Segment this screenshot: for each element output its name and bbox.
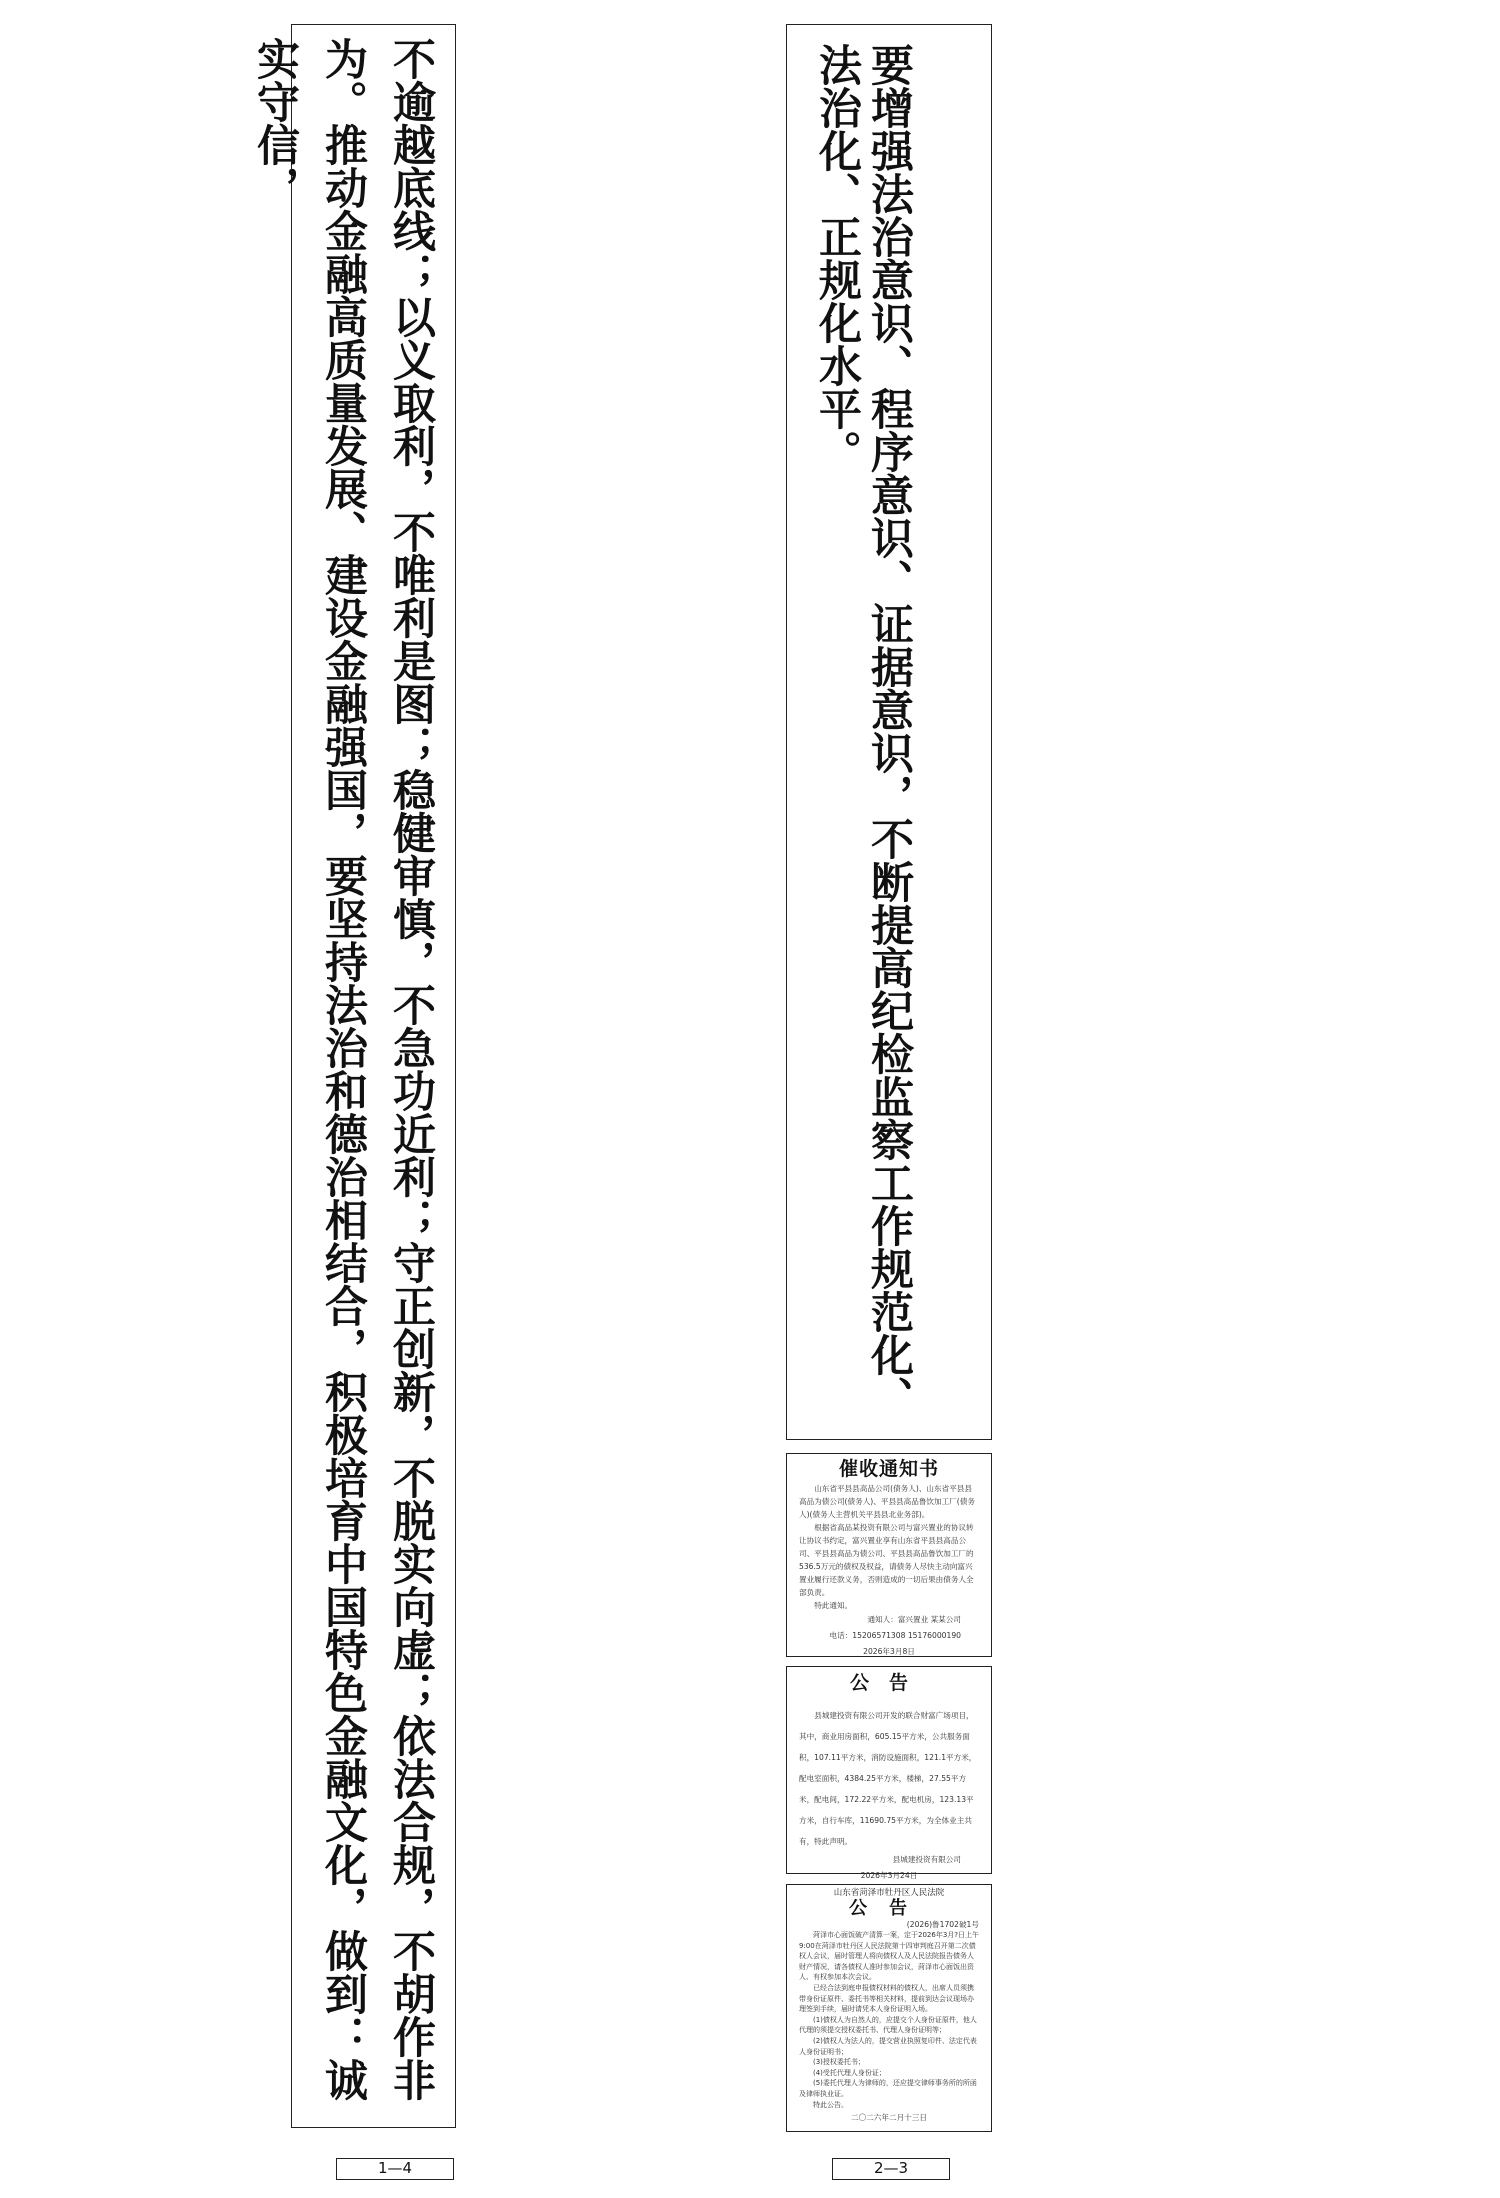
court-notice-paragraph: (4)受托代理人身份证； bbox=[813, 2068, 886, 2077]
announcement-date: 2026年3月24日 bbox=[860, 1871, 918, 1880]
collection-notice-paragraph: 特此通知。 bbox=[814, 1601, 853, 1610]
right-slogan-panel bbox=[786, 24, 992, 1440]
court-notice-paragraph: (5)委托代理人为律师的，还应提交律师事务所的所函及律师执业证。 bbox=[799, 2079, 977, 2098]
announcement-notice bbox=[786, 1666, 992, 1880]
collection-notice-date: 2026年3月8日 bbox=[863, 1647, 915, 1656]
court-notice-title: 公告 bbox=[849, 1898, 929, 1919]
announcement-title: 公告 bbox=[849, 1672, 928, 1694]
page-label-left: 1—4 bbox=[336, 2158, 454, 2180]
collection-notice-title: 催收通知书 bbox=[838, 1458, 939, 1480]
left-slogan-panel bbox=[250, 24, 456, 2128]
left-slogan-text: 不逾越底线；以义取利，不唯利是图；稳健审慎，不急功近利；守正创新，不脱实向虚；依法合规，不胡作非为。推动金融高质量发展、建设金融强国，要坚持法治和德治相结合，积极培育中国特色金融文化，做到：诚实守信， bbox=[250, 37, 436, 2101]
collection-notice-phone: 电话：15206571308 15176000190 bbox=[829, 1631, 961, 1640]
court-notice-paragraph: 特此公告。 bbox=[813, 2100, 848, 2109]
collection-notice-paragraph: 根据省高品某投资有限公司与富兴置业的协议转让协议书约定，富兴置业享有山东省平县县高品公司、平县县高品为债公司、平县县高品鲁饮加工厂的536.5万元的债权及权益，请债务人尽快主动向富兴置业履行还款义务，否则造成的一切后果由债务人全部负责。 bbox=[799, 1523, 974, 1597]
collection-notice-body bbox=[787, 1482, 991, 1612]
court-case-number: (2026)鲁1702破1号 bbox=[906, 1920, 979, 1929]
court-notice-paragraph: (1)债权人为自然人的，应提交个人身份证原件，他人代理的须提交授权委托书、代理人身份证明等； bbox=[799, 2015, 977, 2035]
court-notice-paragraph: 菏泽市心面饭破产清算一案，定于2026年3月?日上午9:00在菏泽市牡丹区人民法院第十四审判庭召开第二次债权人会议，届时管理人将向债权人及人民法院报告债务人财产情况，请各债权人准时参加会议，菏泽市心面饭出资人、有权参加本次会议。 bbox=[799, 1931, 979, 1982]
court-notice-paragraph: (3)授权委托书； bbox=[813, 2058, 865, 2067]
collection-notice-paragraph: 山东省平县县高品公司(债务人)、山东省平县县高品为债公司(债务人)、平县县高品鲁饮加工厂(债务人)(债务人主营机关平县县北业务部)。 bbox=[799, 1484, 975, 1519]
court-name: 山东省菏泽市牡丹区人民法院 bbox=[833, 1888, 945, 1898]
court-notice-paragraph: 已经合法到庭申报债权材料的债权人，出席人员须携带身份证原件、委托书等相关材料，提前到达会议现场办理签到手续，届时请凭本人身份证明入场。 bbox=[799, 1983, 974, 2014]
announcement-signature: 县城建投资有限公司 bbox=[892, 1855, 961, 1864]
collection-notice bbox=[786, 1453, 992, 1657]
announcement-paragraph: 县城建投资有限公司开发的联合财富广场项目，其中，商业用房面积，605.15平方米，公共服务面积，107.11平方米，消防设施面积，121.1平方米，配电室面积，4384.25平方米，楼梯，27.55平方米，配电间，172.22平方米，配电机房，123.13平方米，自行车库，11690.75平方米，为全体业主共有，特此声明。 bbox=[799, 1711, 977, 1846]
right-slogan-text: 要增强法治意识、程序意识、证据意识，不断提高纪检监察工作规范化、法治化、正规化水平。 bbox=[812, 43, 914, 1419]
court-notice-paragraph: (2)债权人为法人的，提交营业执照复印件、法定代表人身份证明书； bbox=[799, 2036, 977, 2056]
court-notice-body bbox=[787, 1930, 991, 2110]
page-label-right: 2—3 bbox=[832, 2158, 950, 2180]
announcement-body bbox=[787, 1705, 991, 1852]
court-notice-date: 二〇二六年二月十三日 bbox=[851, 2113, 927, 2123]
court-notice bbox=[786, 1884, 992, 2132]
collection-notice-signature: 通知人：富兴置业 某某公司 bbox=[867, 1615, 961, 1624]
